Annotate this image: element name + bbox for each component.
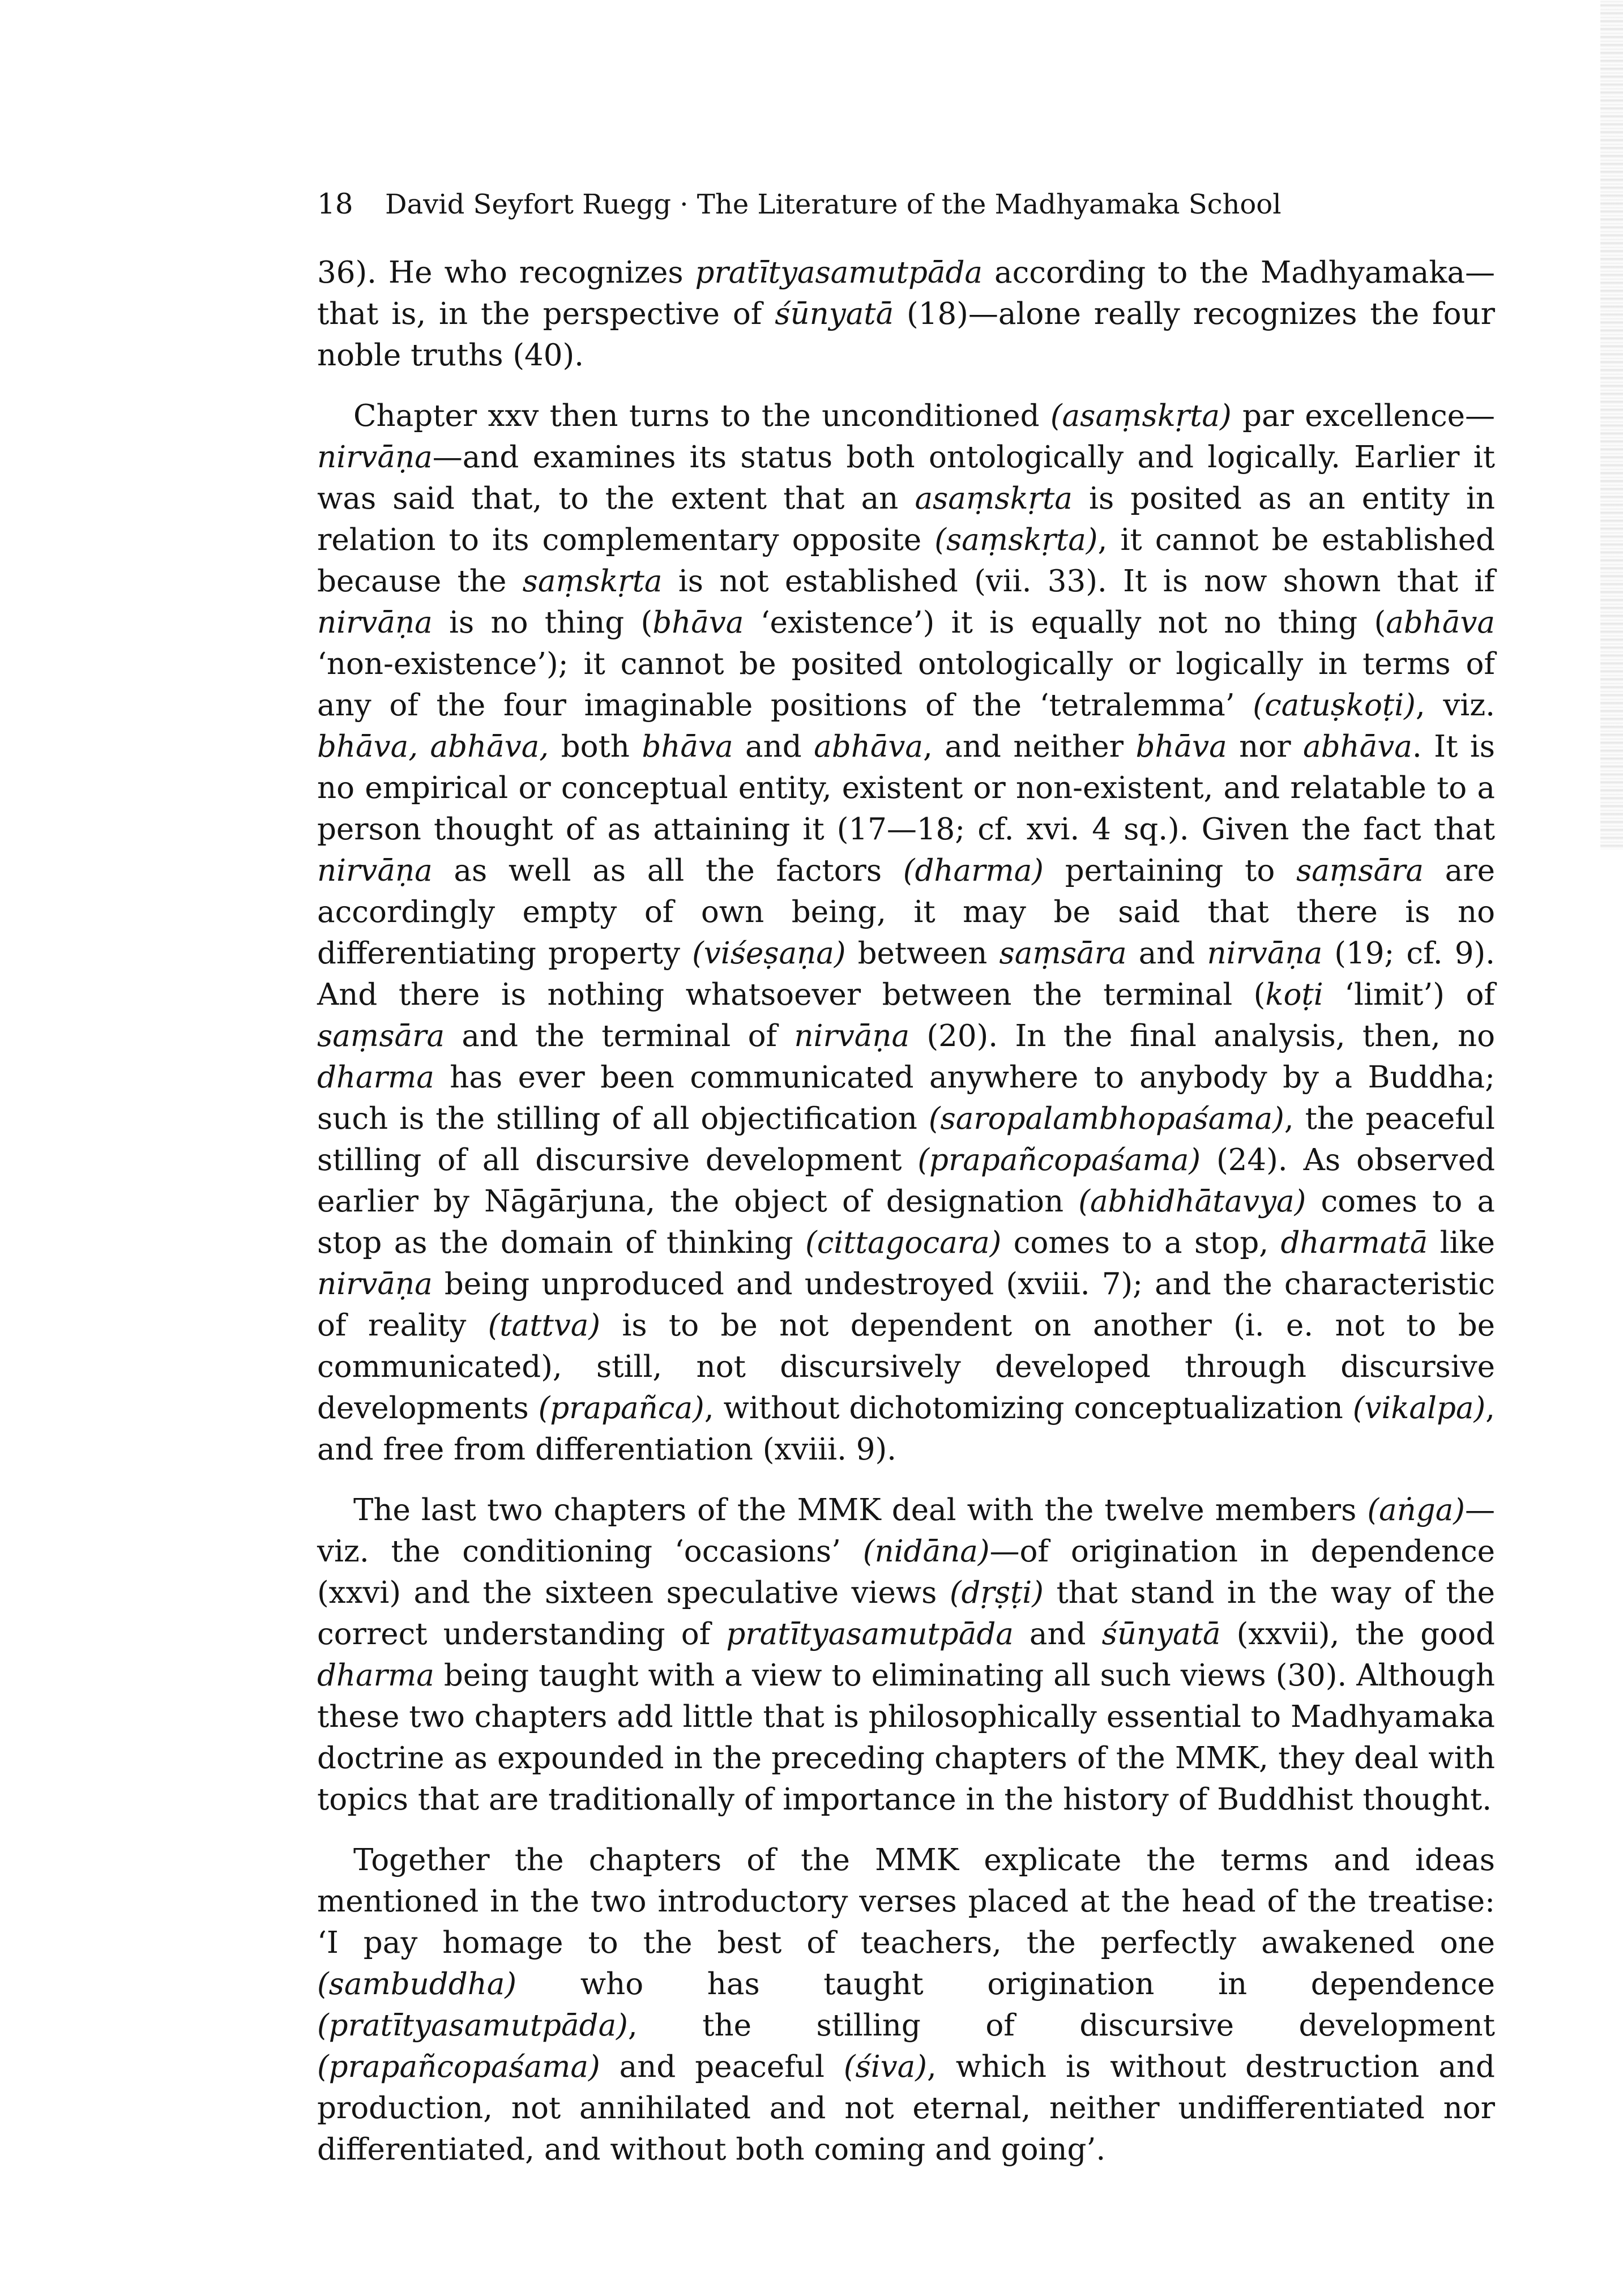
paragraph-text: according to the Madhyamaka—that is, in the perspective of (317, 255, 1495, 331)
book-page (317, 187, 1495, 2190)
term: (asaṃskṛta) (1050, 398, 1232, 433)
paragraph-text: is not established (vii. 33). It is now shown that if (662, 564, 1495, 599)
term: (abhidhātavya) (1078, 1184, 1306, 1219)
paragraph-text: (20). In the final analysis, then, no (909, 1018, 1496, 1053)
paragraph-text: that stand in the way of the correct understanding of (317, 1575, 1495, 1651)
paragraph-text: and peaceful (600, 2049, 844, 2084)
term: (dharma) (903, 853, 1044, 888)
term: (viśeṣaṇa) (692, 936, 846, 971)
scan-edge-artifact (1600, 0, 1623, 850)
term: saṃsāra (999, 936, 1127, 971)
term: pratītyasamutpāda (695, 255, 983, 290)
paragraph-text: ‘non-existence’); it cannot be posited ontologically or logically in terms of any of the four imaginable positions of the ‘tetralemma’ (317, 646, 1495, 723)
paragraph-text: , which is without destruction and production, not annihilated and not eternal, neither undifferentiated nor differentiated, and without both coming and going’. (317, 2049, 1495, 2167)
term: dharmatā (1280, 1225, 1428, 1260)
paragraph-text: comes to a stop as the domain of thinking (317, 1184, 1496, 1260)
paragraph-text: , and neither (922, 729, 1136, 764)
page-number: 18 (317, 187, 353, 220)
paragraph-text: as well as all the factors (432, 853, 903, 888)
paragraph-text: nor (1227, 729, 1303, 764)
paragraph-2 (317, 395, 1495, 1470)
paragraph-text: both (549, 729, 642, 764)
term: (sambuddha) (317, 1966, 517, 2001)
paragraph-text: (xxvii), the good (1220, 1616, 1495, 1651)
paragraph-text: Chapter xxv then turns to the unconditioned (353, 398, 1050, 433)
term: saṃsāra (1296, 853, 1424, 888)
paragraph-text: has ever been communicated anywhere to anybody by a Buddha; such is the stilling of all objectification (317, 1060, 1495, 1136)
term: (nidāna) (862, 1534, 990, 1569)
paragraph-text: ‘existence’) it is equally not no thing ( (744, 605, 1386, 640)
term: abhāva (1303, 729, 1412, 764)
term: (vikalpa) (1352, 1390, 1486, 1426)
term: abhāva (814, 729, 923, 764)
paragraph-text: (24). As observed earlier by Nāgārjuna, the object of designation (317, 1142, 1495, 1219)
term: (saropalambhopaśama) (928, 1101, 1284, 1136)
term: (tattva) (488, 1308, 601, 1343)
term: saṃskṛta (522, 564, 663, 599)
paragraph-text: ‘limit’) of (1323, 977, 1496, 1012)
paragraph-text: Together the chapters of the MMK explicate the terms and ideas mentioned in the two introductory verses placed at the head of the treatise: ‘I pay homage to the best of teachers, the perfectly awakened one (317, 1842, 1495, 1960)
paragraph-text: —viz. the conditioning ‘occasions’ (317, 1492, 1495, 1569)
term: abhāva (1386, 605, 1495, 640)
paragraph-text: like (1428, 1225, 1495, 1260)
term: saṃsāra (317, 1018, 445, 1053)
term: (aṅga) (1367, 1492, 1465, 1527)
term: śūnyatā (775, 296, 894, 331)
paragraph-text: is no thing ( (432, 605, 653, 640)
running-title: David Seyfort Ruegg · The Literature of the Madhyamaka School (385, 189, 1282, 220)
paragraph-1 (317, 252, 1495, 376)
paragraph-text: —of origination in dependence (xxvi) and the sixteen speculative views (317, 1534, 1495, 1610)
paragraph-text: is posited as an entity in relation to its complementary opposite (317, 481, 1495, 557)
paragraph-text: , the stilling of discursive development (627, 2008, 1495, 2043)
paragraph-4 (317, 1840, 1495, 2170)
term: bhāva, abhāva, (317, 729, 549, 764)
term: (prapañca) (538, 1390, 704, 1426)
term: koṭi (1265, 977, 1323, 1012)
term: asaṃskṛta (915, 481, 1073, 516)
paragraph-text: . It is no empirical or conceptual entity, existent or non-existent, and relatable to a person thought of as attaining it (17—18; cf. xvi. 4 sq.). Given the fact that (317, 729, 1495, 847)
term: nirvāṇa (317, 1266, 433, 1301)
paragraph-text: , the peaceful stilling of all discursive development (317, 1101, 1496, 1177)
term: (catuṣkoṭi) (1253, 688, 1416, 723)
paragraph-text: and the terminal of (445, 1018, 795, 1053)
term: (pratītyasamutpāda) (317, 2008, 628, 2043)
term: (śiva) (843, 2049, 927, 2084)
paragraph-text: who has taught origination in dependence (516, 1966, 1495, 2001)
term: nirvāṇa (317, 605, 433, 640)
paragraph-text: , and free from differentiation (xviii. 9). (317, 1390, 1495, 1467)
paragraph-text: being taught with a view to eliminating all such views (30). Although these two chapters add little that is philosophically essential to Madhyamaka doctrine as expounded in the preceding chapters of the MMK, they deal with topics that are traditionally of importance in the history of Buddhist thought. (317, 1658, 1495, 1817)
paragraph-text: comes to a stop, (1001, 1225, 1281, 1260)
paragraph-text: , it cannot be established because the (317, 522, 1495, 599)
term: śūnyatā (1101, 1616, 1221, 1651)
term: dharma (317, 1060, 434, 1095)
paragraph-text: , viz. (1415, 688, 1496, 723)
term: bhāva (642, 729, 733, 764)
paragraph-text: pertaining to (1044, 853, 1296, 888)
term: bhāva (652, 605, 744, 640)
paragraph-text: being unproduced and undestroyed (xviii. 7); and the characteristic of reality (317, 1266, 1495, 1343)
paragraph-text: are accordingly empty of own being, it may be said that there is no differentiating property (317, 853, 1495, 971)
paragraph-text: and (733, 729, 814, 764)
paragraph-text: 36). He who recognizes (317, 255, 695, 290)
term: nirvāṇa (317, 439, 433, 475)
term: (prapañcopaśama) (917, 1142, 1201, 1177)
paragraph-3 (317, 1490, 1495, 1820)
paragraph-text: between (845, 936, 1000, 971)
paragraph-text: , without dichotomizing conceptualization (704, 1390, 1353, 1426)
paragraph-text: and (1126, 936, 1207, 971)
term: nirvāṇa (317, 853, 433, 888)
term: (dṛṣṭi) (949, 1575, 1044, 1610)
term: dharma (317, 1658, 434, 1693)
paragraph-text: The last two chapters of the MMK deal with the twelve members (353, 1492, 1368, 1527)
term: nirvāṇa (1207, 936, 1323, 971)
paragraph-text: —and examines its status both ontologically and logically. Earlier it was said that, to the extent that an (317, 439, 1495, 516)
term: bhāva (1135, 729, 1227, 764)
term: (cittagocara) (805, 1225, 1002, 1260)
running-head (317, 187, 1495, 221)
term: (saṃskṛta) (934, 522, 1098, 557)
term: nirvāṇa (794, 1018, 910, 1053)
paragraph-text: par excellence— (1231, 398, 1495, 433)
paragraph-text: is to be not dependent on another (i. e. not to be communicated), still, not discursively developed through discursive developments (317, 1308, 1495, 1426)
paragraph-text: (19; cf. 9). And there is nothing whatsoever between the terminal ( (317, 936, 1495, 1012)
paragraph-text: and (1013, 1616, 1102, 1651)
term: (prapañcopaśama) (317, 2049, 600, 2084)
paragraph-text: (18)—alone really recognizes the four noble truths (40). (317, 296, 1495, 373)
term: pratītyasamutpāda (726, 1616, 1014, 1651)
